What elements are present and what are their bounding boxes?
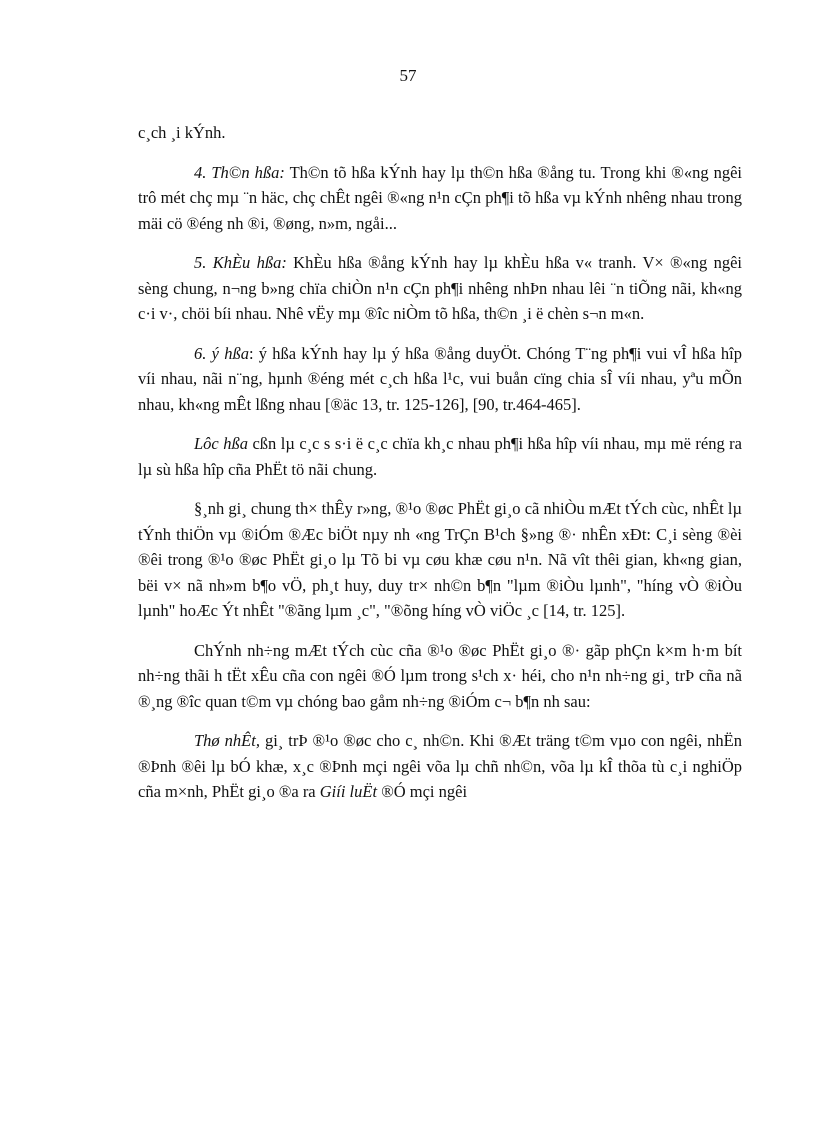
paragraph-heading: Lôc hßa bbox=[194, 434, 248, 453]
paragraph-heading: 4. Th©n hßa: bbox=[194, 162, 285, 182]
paragraph-y-hoa bbox=[138, 341, 742, 418]
paragraph-text: Th©n tõ hßa kÝnh hay lµ th©n hßa ®ång tu. Trong khi ®«ng ngêi trô mét chç mµ ¨n häc, chç chÊt ngêi ®«ng n¹n cÇn ph¶i tõ hßa vµ kÝnh nhêng nhau trong mäi cö ®éng nh ®i, ®øng, n»m, ngåi... bbox=[138, 162, 742, 233]
paragraph-text-tail: ®Ó mçi ngêi bbox=[377, 782, 468, 801]
paragraph-text: ChÝnh nh÷ng mÆt tÝch cùc cña ®¹o ®øc PhËt gi¸o ®· gãp phÇn k×m h·m bít nh÷ng thãi h tËt xÊu cña con ngêi ®Ó lµm trong s¹ch x· héi, cho n¹n nh÷ng gi¸ trÞ cña nã ®¸ng ®îc quan t©m vµ chóng bao gåm nh÷ng ®iÓm c¬ b¶n nh sau: bbox=[138, 640, 742, 711]
paragraph-continuation bbox=[138, 120, 742, 146]
paragraph-text: KhÈu hßa ®ång kÝnh hay lµ khÈu hßa v« tranh. V× ®«ng ngêi sèng chung, n¬ng b»ng chïa chiÒn n¹n cÇn ph¶i nhêng nhÞn nhau lêi ¨n tiÕng nãi, kh«ng c·i v·, chöi bíi nhau. Nhê vËy mµ ®îc niÒm tõ hßa, th©n ¸i ë chèn s¬n m«n. bbox=[138, 253, 742, 323]
paragraph-heading: Thø nhÊt, bbox=[194, 731, 260, 750]
inline-emphasis: Giíi luËt bbox=[319, 782, 378, 801]
paragraph-heading: 5. KhÈu hßa: bbox=[194, 253, 287, 272]
paragraph-thu-nhat bbox=[138, 728, 742, 805]
document-body bbox=[138, 120, 742, 819]
paragraph-text: §¸nh gi¸ chung th× thÊy r»ng, ®¹o ®øc PhËt gi¸o cã nhiÒu mÆt tÝch cùc, nhÊt lµ tÝnh thiÖn vµ ®iÓm ®Æc biÖt nµy nh «ng TrÇn B¹ch §»ng ®· nhÊn xÐt: C¸i sèng ®èi ®êi trong ®¹o ®øc PhËt gi¸o lµ Tõ bi vµ cøu khæ cøu n¹n. Nã vît thêi gian, kh«ng gian, bëi v× nã nh»m b¶o vÖ, ph¸t huy, duy tr× nh©n b¶n "lµm ®iÒu lµnh", "híng vÒ ®iÒu lµnh" hoÆc Ýt nhÊt "®ãng lµm ¸c", "®õng híng vÒ viÖc ¸c [14, tr. 125]. bbox=[138, 499, 742, 620]
paragraph-text: c¸ch ¸i kÝnh. bbox=[138, 123, 226, 142]
paragraph-heading: 6. ý hßa bbox=[194, 343, 249, 363]
paragraph-text: cßn lµ c¸c s s·i ë c¸c chïa kh¸c nhau ph¶i hßa hîp víi nhau, mµ më réng ra lµ sù hßa hîp cña PhËt tö nãi chung. bbox=[138, 434, 743, 479]
paragraph-luc-hoa bbox=[138, 431, 742, 482]
paragraph-than-hoa bbox=[138, 160, 742, 237]
paragraph-text: : ý hßa kÝnh hay lµ ý hßa ®ång duyÖt. Chóng T¨ng ph¶i vui vÎ hßa hîp víi nhau, nãi n¨ng, hµnh ®éng mét c¸ch hßa l¹c, vui buån cïng chia sÎ víi nhau, yªu mÕn nhau, kh«ng mÊt lßng nhau [®äc 13, tr. 125-126], [90, tr.464-465]. bbox=[138, 343, 743, 414]
paragraph-text: gi¸ trÞ ®¹o ®øc cho c¸ nh©n. Khi ®Æt träng t©m vµo con ngêi, nhËn ®Þnh ®êi lµ bÓ khæ, x¸c ®Þnh mçi ngêi võa lµ chñ nh©n, võa lµ kÎ thõa tù c¸i nghiÖp cña m×nh, PhËt gi¸o ®a ra bbox=[138, 731, 742, 801]
paragraph-chinh-nhung bbox=[138, 638, 742, 715]
page-number: 57 bbox=[399, 66, 417, 85]
paragraph-khau-hoa bbox=[138, 250, 742, 327]
paragraph-danh-gia bbox=[138, 496, 742, 624]
